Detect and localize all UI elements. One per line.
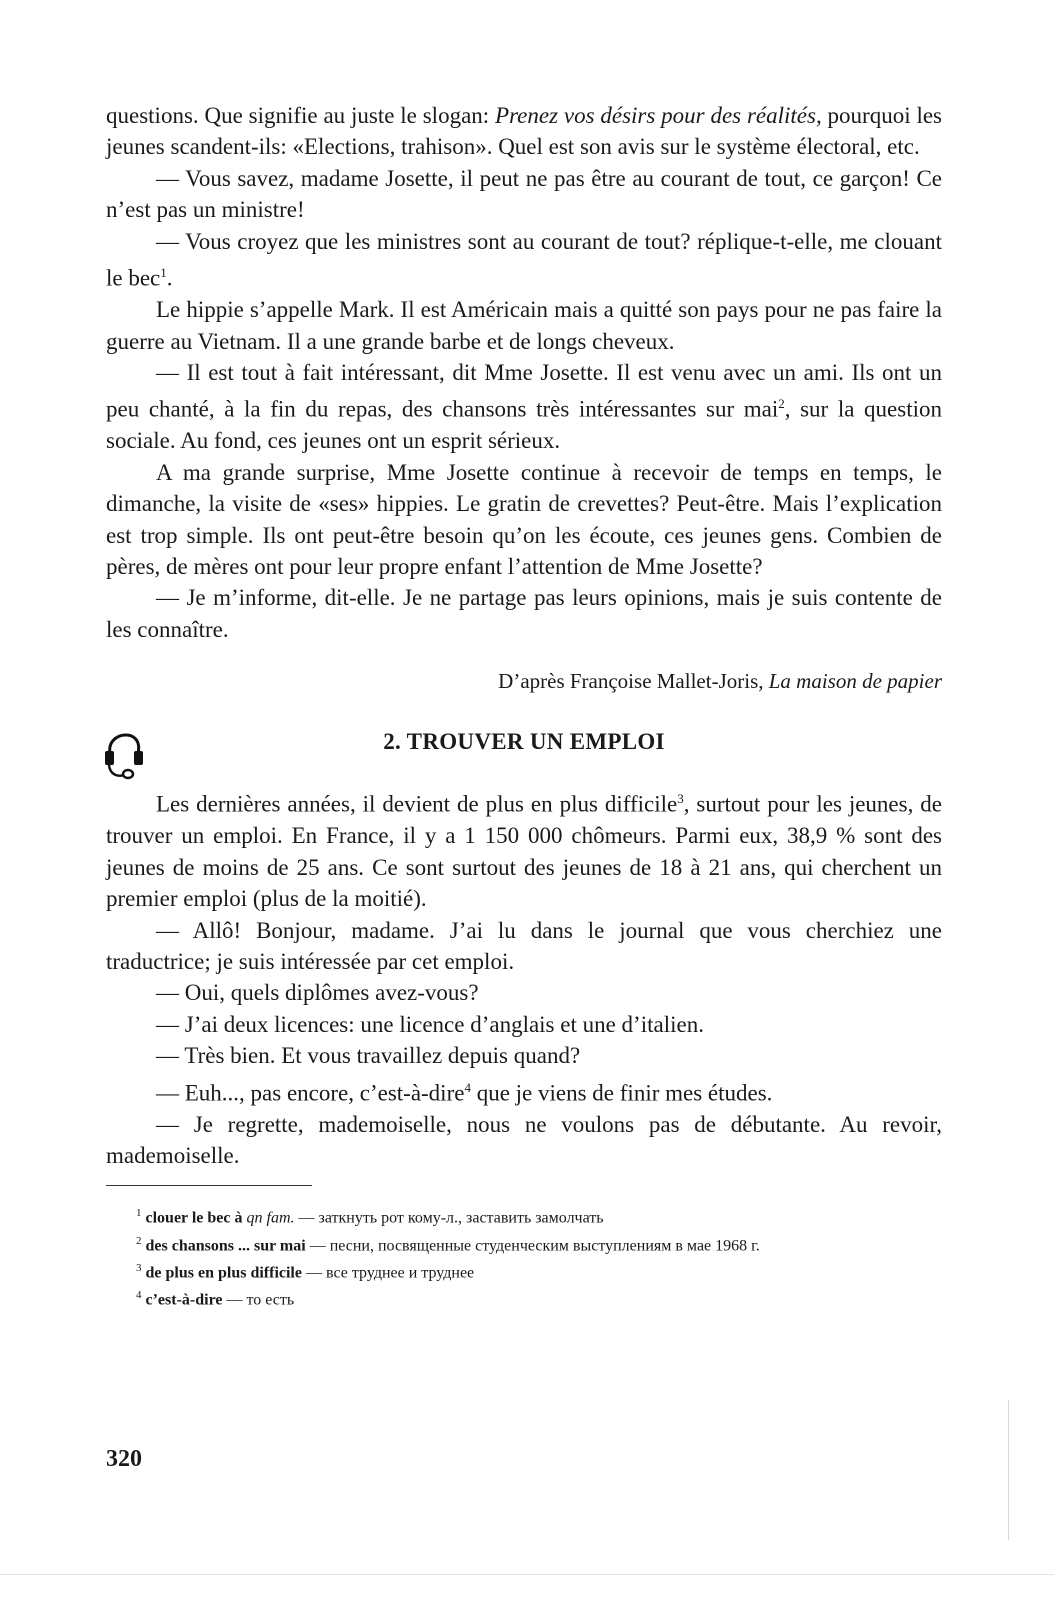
footnote-ref[interactable]: 4 xyxy=(464,1079,471,1095)
paragraph-9 xyxy=(106,915,942,978)
scan-bottom-line xyxy=(0,1574,1054,1575)
paragraph-text: — Vous savez, madame Josette, il peut ne pas être au courant de tout, ce garçon! Ce n’est pas un ministre! xyxy=(106,165,942,223)
slogan-italic: Prenez vos désirs pour des réalités, xyxy=(495,103,822,128)
paragraph-text: — Je regrette, mademoiselle, nous ne voulons pas de débutante. Au revoir, mademoiselle. xyxy=(106,1111,942,1168)
source-attribution xyxy=(106,667,942,695)
paragraph-11 xyxy=(106,1009,942,1040)
footnote-number: 3 xyxy=(136,1262,142,1275)
paragraph-text: — Je m’informe, dit-elle. Je ne partage pas leurs opinions, mais je suis contente de les connaître. xyxy=(106,585,942,642)
footnote-definition: — все труднее и труднее xyxy=(301,1264,475,1282)
paragraph-10 xyxy=(106,977,942,1008)
paragraph-text: — J’ai deux licences: une licence d’anglais et une d’italien. xyxy=(156,1011,704,1037)
paragraph-4 xyxy=(106,294,942,357)
paragraph-12 xyxy=(106,1040,942,1071)
footnote-definition: — заткнуть рот кому-л., заставить замолчать xyxy=(294,1209,604,1227)
footnote-ref[interactable]: 2 xyxy=(778,396,785,412)
footnote-term: c’est-à-dire xyxy=(145,1291,223,1309)
paragraph-text: — Il est tout à fait intéressant, dit Mme Josette. Il est venu avec un ami. Ils ont un peu chanté, à la fin du repas, des chansons très intéressantes sur mai xyxy=(106,359,942,422)
footnote-4 xyxy=(106,1284,942,1311)
paragraph-text: questions. Que signifie au juste le slogan: xyxy=(106,103,496,128)
paragraph-text: Le hippie s’appelle Mark. Il est Américain mais a quitté son pays pour ne pas faire la guerre au Vietnam. Il a une grande barbe et de longs cheveux. xyxy=(106,297,942,354)
paragraph-text: , sur la question sociale. Au fond, ces jeunes ont un esprit sérieux. xyxy=(106,396,942,454)
footnote-ref[interactable]: 1 xyxy=(160,265,167,281)
attribution-title: La maison de papier xyxy=(768,669,942,694)
paragraph-text: . xyxy=(166,265,173,291)
footnote-number: 1 xyxy=(136,1207,142,1220)
footnote-divider xyxy=(106,1185,312,1186)
paragraph-13 xyxy=(106,1072,942,1109)
paragraph-5 xyxy=(106,357,942,457)
page-number: 320 xyxy=(106,1446,142,1472)
footnote-number: 2 xyxy=(136,1234,142,1247)
footnote-definition: — то есть xyxy=(222,1291,295,1309)
paragraph-text: , surtout pour les jeunes, de trouver un emploi. En France, il y a 1 150 000 chômeurs. Parmi eux, 38,9 % sont des jeunes de moins de 25 ans. Ce sont surtout des jeunes de 18 à 21 ans, qui cherchent un premier emploi (plus de la moitié). xyxy=(106,791,942,912)
paragraph-3 xyxy=(106,226,942,294)
footnote-term-italic: qn fam. xyxy=(246,1209,295,1227)
footnote-term: des chansons ... sur mai xyxy=(145,1237,306,1255)
footnote-2 xyxy=(106,1230,942,1257)
paragraph-text: — Vous croyez que les ministres sont au courant de tout? réplique-t-elle, me clouant le bec xyxy=(106,228,942,291)
footnote-definition: — песни, посвященные студенческим выступлениям в мае 1968 г. xyxy=(305,1237,760,1255)
section-title: 2. TROUVER UN EMPLOI xyxy=(383,729,665,755)
paragraph-text: — Très bien. Et vous travaillez depuis quand? xyxy=(156,1043,581,1069)
footnote-ref[interactable]: 3 xyxy=(677,791,684,807)
footnote-1 xyxy=(106,1202,942,1229)
paragraph-text: Les dernières années, il devient de plus en plus difficile xyxy=(156,791,678,817)
attribution-author: D’après Françoise Mallet-Joris, xyxy=(498,669,769,694)
paragraph-text: que je viens de finir mes études. xyxy=(470,1080,773,1106)
paragraph-1 xyxy=(106,100,942,163)
paragraph-text: A ma grande surprise, Mme Josette continue à recevoir de temps en temps, le dimanche, la visite de «ses» hippies. Le gratin de crevettes? Peut-être. Mais l’explication est trop simple. Ils ont peut-être besoin qu’on les écoute, ces jeunes gens. Combien de pères, de mères ont pour leur propre enfant l’attention de Mme Josette? xyxy=(106,459,942,579)
footnote-number: 4 xyxy=(136,1289,142,1302)
paragraph-text: — Oui, quels diplômes avez-vous? xyxy=(156,980,479,1006)
paragraph-14 xyxy=(106,1109,942,1172)
paragraph-text: pourquoi les jeunes scandent-ils: «Elections, trahison». Quel est son avis sur le système électoral, etc. xyxy=(106,103,942,160)
paragraph-6 xyxy=(106,457,942,583)
footnotes xyxy=(106,1202,942,1311)
footnote-3 xyxy=(106,1257,942,1284)
paragraph-2 xyxy=(106,163,942,226)
paragraph-text: — Euh..., pas encore, c’est-à-dire xyxy=(156,1080,465,1106)
section-header xyxy=(106,709,942,783)
page-content xyxy=(106,100,942,1312)
paragraph-7 xyxy=(106,582,942,645)
footnote-term: de plus en plus difficile xyxy=(145,1264,302,1282)
footnote-term: clouer le bec à xyxy=(145,1209,247,1227)
paragraph-8 xyxy=(106,783,942,914)
scan-edge-line xyxy=(1008,1400,1009,1540)
paragraph-text: — Allô! Bonjour, madame. J’ai lu dans le journal que vous cherchiez une traductrice; je suis intéressée par cet emploi. xyxy=(106,917,942,974)
